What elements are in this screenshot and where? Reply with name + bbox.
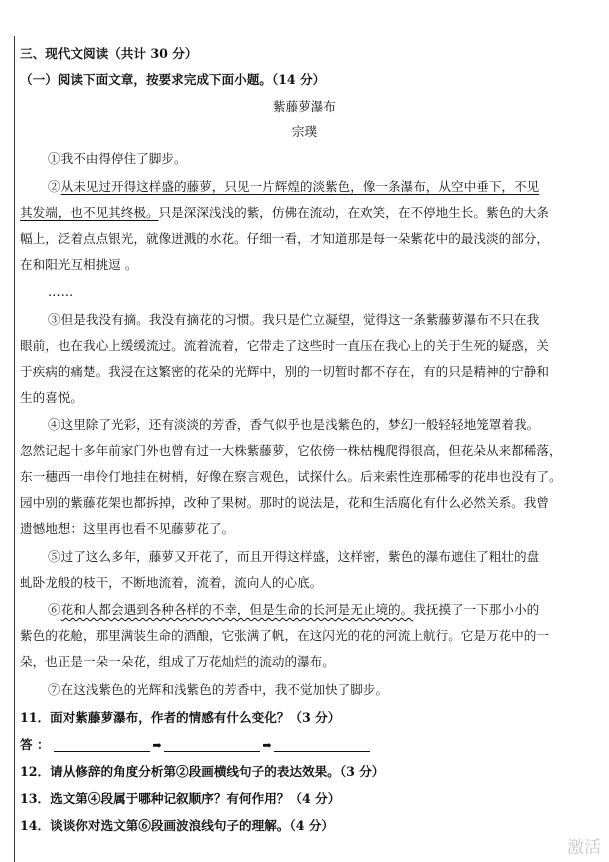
paragraph-6-line-2: 紫色的花舱，那里满装生命的酒酿，它张满了帆，在这闪光的花的河流上航行。它是万花中的一 xyxy=(20,628,549,643)
paragraph-4-line-3: 东一穗西一串伶仃地挂在树梢，好像在察言观色，试探什么。后来索性连那稀零的花串也没有了。 xyxy=(20,469,562,484)
question-14: 14．谈谈你对选文第⑥段画波浪线句子的理解。（4 分） xyxy=(20,818,335,833)
paragraph-2-line-3: 幅上，泛着点点银光，就像迸溅的水花。仔细一看，才知道那是每一朵紫花中的最浅淡的部分， xyxy=(20,231,549,246)
paragraph-2-line-4: 在和阳光互相挑逗 。 xyxy=(20,257,138,272)
paragraph-number: ⑥ xyxy=(48,602,61,617)
paragraph-3-line-4: 生的喜悦。 xyxy=(20,390,83,405)
paragraph-5-line-2: 虬卧龙般的枝干，不断地流着，流着，流向人的心底。 xyxy=(20,575,323,590)
left-margin-rule xyxy=(14,36,16,862)
paragraph-7: ⑦在这浅紫色的光辉和浅紫色的芳香中，我不觉加快了脚步。 xyxy=(48,682,389,697)
ellipsis: …… xyxy=(48,284,74,299)
answer-blank-2[interactable] xyxy=(164,739,260,752)
paragraph-5-line-1: ⑤过了这么多年，藤萝又开花了，而且开得这样盛，这样密，紫色的瀑布遮住了粗壮的盘 xyxy=(48,549,540,564)
paragraph-2-line-2: 其发端，也不见其终极。只是深深浅浅的紫，仿佛在流动，在欢笑，在不停地生长。紫色的大条 xyxy=(20,205,549,220)
paragraph-4-line-1: ④这里除了光彩，还有淡淡的芳香，香气似乎也是浅紫色的，梦幻一般轻轻地笼罩着我。 xyxy=(48,417,540,432)
paragraph-6-line-3: 朵，也正是一朵一朵花，组成了万花灿烂的流动的瀑布。 xyxy=(20,654,335,669)
subsection-heading: （一）阅读下面文章，按要求完成下面小题。（14 分） xyxy=(20,72,326,87)
arrow-right-icon: ➡ xyxy=(262,739,272,752)
activation-watermark: 激活 xyxy=(567,838,601,858)
straight-underlined-sentence-end: 其发端，也不见其终极。 xyxy=(20,205,159,220)
paragraph-6-line-1: ⑥花和人都会遇到各种各样的不幸，但是生命的长河是无止境的。我抚摸了一下那小小的 xyxy=(48,602,540,617)
paragraph-2-line-1 xyxy=(48,177,539,197)
paragraph-4-line-5: 遗憾地想：这里再也看不见藤萝花了。 xyxy=(20,521,235,536)
paragraph-3-line-3: 于疾病的痛楚。我浸在这繁密的花朵的光辉中，别的一切暂时都不存在，有的只是精神的宁静和 xyxy=(20,364,549,379)
article-title: 紫藤萝瀑布 xyxy=(273,99,336,114)
paragraph-4-line-4: 园中别的紫藤花架也都拆掉，改种了果树。那时的说法是，花和生活腐化有什么必然关系。我曾 xyxy=(20,495,549,510)
answer-label: 答 ： xyxy=(20,737,50,752)
paragraph-4-line-2: 忽然记起十多年前家门外也曾有过一大株紫藤萝，它依傍一株枯槐爬得很高，但花朵从来都稀落， xyxy=(20,443,562,458)
straight-underlined-sentence: 从未见过开得这样盛的藤萝，只见一片辉煌的淡紫色，像一条瀑布，从空中垂下，不见 xyxy=(60,179,540,194)
paragraph-number: ② xyxy=(48,179,61,194)
question-12: 12．请从修辞的角度分析第②段画横线句子的表达效果。（3 分） xyxy=(20,764,385,779)
question-13: 13．选文第④段属于哪种记叙顺序？有何作用？（4 分） xyxy=(20,791,341,806)
paragraph-3-line-1: ③但是我没有摘。我没有摘花的习惯。我只是伫立凝望，觉得这一条紫藤萝瀑布不只在我 xyxy=(48,312,540,327)
paragraph-3-line-2: 眼前，也在我心上缓缓流过。流着流着，它带走了这些时一直压在我心上的关于生死的疑惑，关 xyxy=(20,338,549,353)
article-author: 宗璞 xyxy=(291,124,318,139)
wavy-underlined-sentence: 花和人都会遇到各种各样的不幸，但是生命的长河是无止境的。 xyxy=(60,602,414,617)
answer-row xyxy=(20,735,370,756)
arrow-right-icon: ➡ xyxy=(152,739,162,752)
answer-blank-1[interactable] xyxy=(54,739,150,752)
paragraph-1: ①我不由得停住了脚步。 xyxy=(48,151,187,166)
question-11: 11．面对紫藤萝瀑布，作者的情感有什么变化？（3 分） xyxy=(20,710,341,725)
section-heading: 三、现代文阅读（共计 30 分） xyxy=(20,46,198,61)
answer-blank-3[interactable] xyxy=(274,739,370,752)
